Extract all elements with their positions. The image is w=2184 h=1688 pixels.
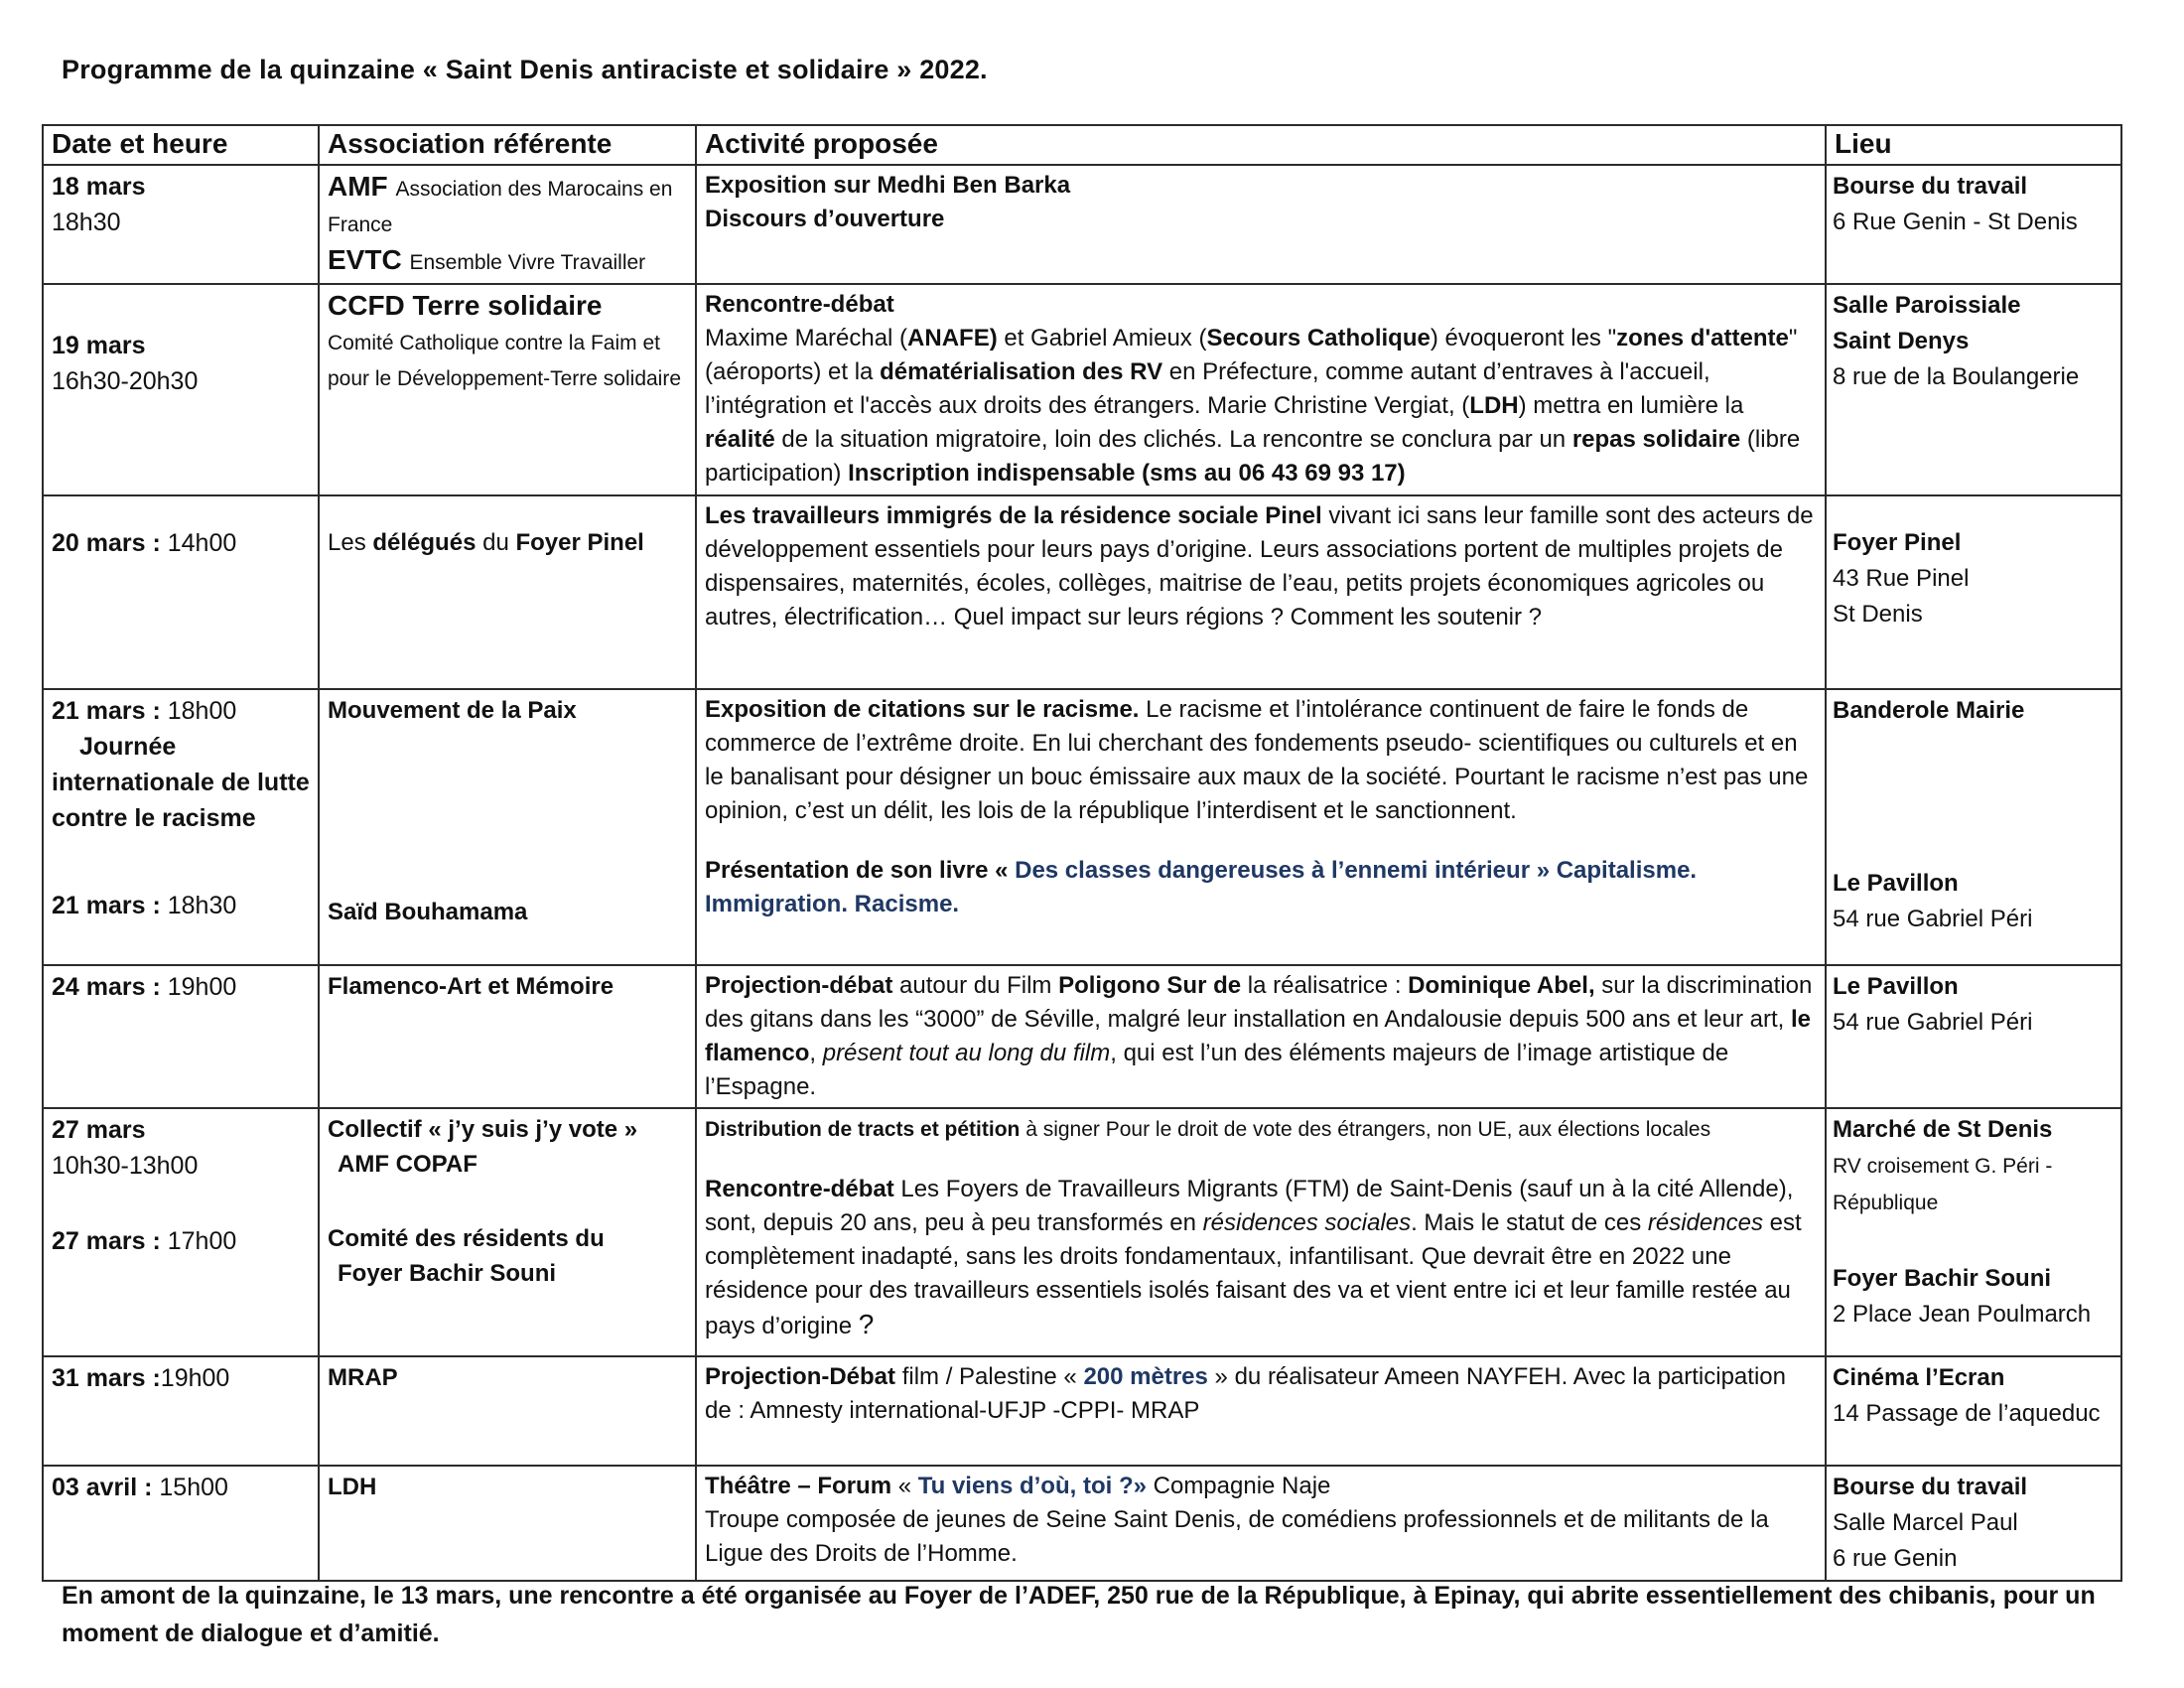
cell-date: 20 mars : 14h00 <box>43 495 319 689</box>
cell-association: CCFD Terre solidaire Comité Catholique contre la Faim et pour le Développement-Terre solidaire <box>319 284 696 495</box>
cell-date: 27 mars 10h30-13h00 27 mars : 17h00 <box>43 1108 319 1356</box>
cell-date: 21 mars : 18h00 Journée internationale de lutte contre le racisme 21 mars : 18h30 <box>43 689 319 965</box>
cell-date: 31 mars :19h00 <box>43 1356 319 1466</box>
program-table <box>42 124 2122 1582</box>
cell-activity: Rencontre-débat Maxime Maréchal (ANAFE) et Gabriel Amieux (Secours Catholique) évoqueront les "zones d'attente" (aéroports) et la dématérialisation des RV en Préfecture, comme autant d’entraves à l'accueil, l’intégration et l'accès aux droits des étrangers. Marie Christine Vergiat, (LDH) mettra en lumière la réalité de la situation migratoire, loin des clichés. La rencontre se conclura par un repas solidaire (libre participation) Inscription indispensable (sms au 06 43 69 93 17) <box>696 284 1826 495</box>
cell-association: LDH <box>319 1466 696 1581</box>
cell-association: Flamenco-Art et Mémoire <box>319 965 696 1108</box>
table-row <box>43 1356 2121 1466</box>
cell-location: Banderole Mairie Le Pavillon 54 rue Gabriel Péri <box>1826 689 2121 965</box>
cell-activity: Exposition de citations sur le racisme. Le racisme et l’intolérance continuent de faire le fonds de commerce de l’extrême droite. En lui cherchant des fondements pseudo- scientifiques ou culturels et en le banalisant pour désigner un bouc émissaire aux maux de la société. Pourtant le racisme n’est pas une opinion, c’est un délit, les lois de la république l’interdisent et le sanctionnent. Présentation de son livre « Des classes dangereuses à l’ennemi intérieur » Capitalisme. Immigration. Racisme. <box>696 689 1826 965</box>
cell-location: Bourse du travail 6 Rue Genin - St Denis <box>1826 165 2121 284</box>
cell-date: 03 avril : 15h00 <box>43 1466 319 1581</box>
cell-location: Bourse du travail Salle Marcel Paul 6 rue Genin <box>1826 1466 2121 1581</box>
cell-association: Collectif « j’y suis j’y vote » AMF COPAF Comité des résidents du Foyer Bachir Souni <box>319 1108 696 1356</box>
cell-association: AMF Association des Marocains en France EVTC Ensemble Vivre Travailler <box>319 165 696 284</box>
cell-date: 18 mars 18h30 <box>43 165 319 284</box>
cell-activity: Projection-débat autour du Film Poligono Sur de la réalisatrice : Dominique Abel, sur la discrimination des gitans dans les “3000” de Séville, malgré leur installation en Andalousie depuis 500 ans et leur art, le flamenco, présent tout au long du film, qui est l’un des éléments majeurs de l’image artistique de l’Espagne. <box>696 965 1826 1108</box>
header-association: Association référente <box>319 125 696 165</box>
cell-association: Mouvement de la Paix Saïd Bouhamama <box>319 689 696 965</box>
cell-date: 24 mars : 19h00 <box>43 965 319 1108</box>
cell-location: Le Pavillon 54 rue Gabriel Péri <box>1826 965 2121 1108</box>
table-row <box>43 495 2121 689</box>
table-row <box>43 1108 2121 1356</box>
table-row <box>43 965 2121 1108</box>
header-location: Lieu <box>1826 125 2121 165</box>
cell-location: Cinéma l’Ecran 14 Passage de l’aqueduc <box>1826 1356 2121 1466</box>
table-row <box>43 165 2121 284</box>
cell-activity: Projection-Débat film / Palestine « 200 mètres » du réalisateur Ameen NAYFEH. Avec la participation de : Amnesty international-UFJP -CPPI- MRAP <box>696 1356 1826 1466</box>
cell-location: Marché de St Denis RV croisement G. Péri - République Foyer Bachir Souni 2 Place Jean Poulmarch <box>1826 1108 2121 1356</box>
cell-activity: Exposition sur Medhi Ben Barka Discours d’ouverture <box>696 165 1826 284</box>
cell-date: 19 mars 16h30-20h30 <box>43 284 319 495</box>
table-row <box>43 284 2121 495</box>
cell-location: Foyer Pinel 43 Rue Pinel St Denis <box>1826 495 2121 689</box>
cell-activity: Théâtre – Forum « Tu viens d’où, toi ?» Compagnie Naje Troupe composée de jeunes de Seine Saint Denis, de comédiens professionnels et de militants de la Ligue des Droits de l’Homme. <box>696 1466 1826 1581</box>
header-date: Date et heure <box>43 125 319 165</box>
table-row <box>43 689 2121 965</box>
table-header-row <box>43 125 2121 165</box>
cell-activity: Les travailleurs immigrés de la résidence sociale Pinel vivant ici sans leur famille sont des acteurs de développement essentiels pour leurs pays d’origine. Leurs associations portent de multiples projets de dispensaires, maternités, écoles, collèges, maitrise de l’eau, petits projets économiques agricoles ou autres, électrification… Quel impact sur leurs régions ? Comment les soutenir ? <box>696 495 1826 689</box>
footer-note: En amont de la quinzaine, le 13 mars, une rencontre a été organisée au Foyer de l’ADEF, 250 rue de la République, à Epinay, qui abrite essentiellement des chibanis, pour un moment de dialogue et d’amitié. <box>62 1582 2096 1647</box>
table-row <box>43 1466 2121 1581</box>
cell-association: Les délégués du Foyer Pinel <box>319 495 696 689</box>
header-activity: Activité proposée <box>696 125 1826 165</box>
cell-location: Salle Paroissiale Saint Denys 8 rue de la Boulangerie <box>1826 284 2121 495</box>
page-title: Programme de la quinzaine « Saint Denis antiraciste et solidaire » 2022. <box>62 55 988 84</box>
cell-association: MRAP <box>319 1356 696 1466</box>
cell-activity: Distribution de tracts et pétition à signer Pour le droit de vote des étrangers, non UE, aux élections locales Rencontre-débat Les Foyers de Travailleurs Migrants (FTM) de Saint-Denis (sauf un à la cité Allende), sont, depuis 20 ans, peu à peu transformés en résidences sociales. Mais le statut de ces résidences est complètement inadapté, sans les droits fondamentaux, infantilisant. Que devrait être en 2022 une résidence pour des travailleurs essentiels isolés faisant des va et vient entre ici et leur famille restée au pays d’origine ? <box>696 1108 1826 1356</box>
